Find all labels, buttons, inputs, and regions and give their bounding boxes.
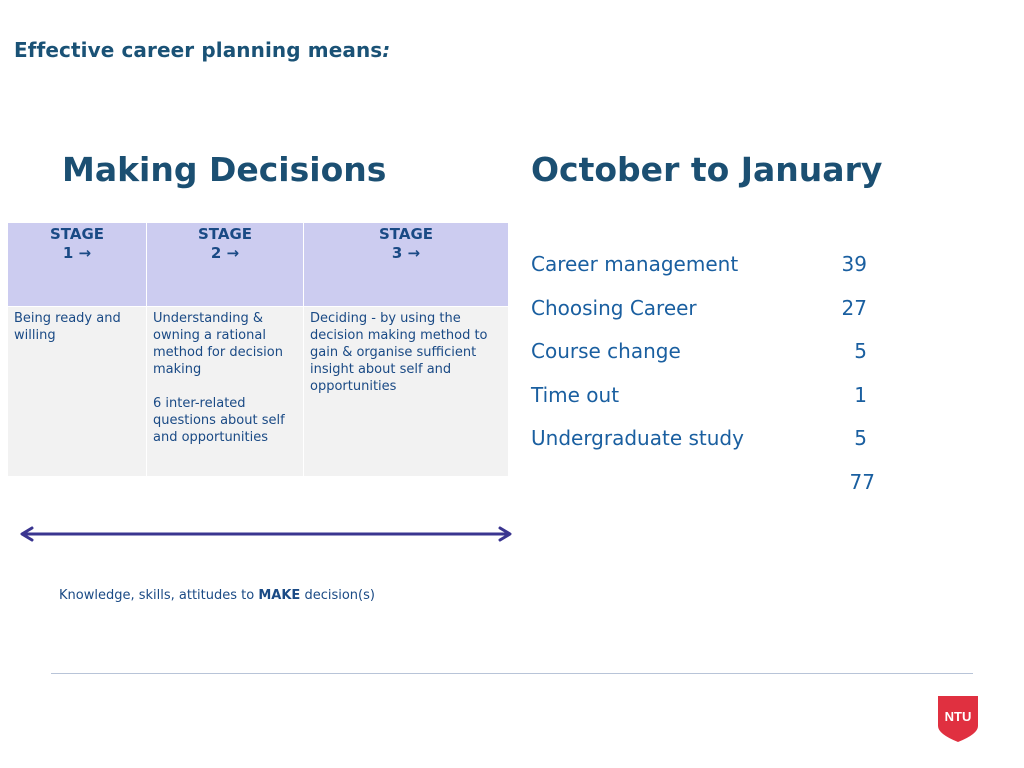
footer-divider: [51, 673, 973, 674]
stage-2-label: STAGE: [197, 225, 253, 243]
stat-label: Choosing Career: [531, 295, 697, 320]
stat-label: Course change: [531, 339, 681, 364]
stat-value: 5: [854, 426, 867, 451]
stage-1-header: [8, 223, 147, 307]
stat-value: 5: [854, 339, 867, 364]
stat-value: 1: [854, 382, 867, 407]
slide-title-text: Effective career planning means: [14, 38, 383, 62]
stages-body-row: [8, 307, 509, 477]
stages-header-row: [8, 223, 509, 307]
stat-row: [531, 381, 881, 425]
stat-row: [531, 424, 881, 468]
stat-total-value: 77: [849, 469, 875, 494]
stats-list: [531, 250, 881, 512]
stage-2-text: Understanding & owning a rational method for decision making: [153, 311, 283, 377]
caption-text-start: Knowledge, skills, attitudes to: [59, 588, 259, 603]
stages-table: [7, 222, 509, 477]
slide-title-colon: :: [382, 38, 391, 62]
stage-2-text-secondary: 6 inter-related questions about self and opportunities: [153, 396, 285, 445]
double-arrow-icon: [18, 524, 514, 544]
stage-1-text: Being ready and willing: [14, 311, 121, 343]
stage-2-header: [147, 223, 304, 307]
stat-value: 27: [841, 295, 867, 320]
stage-3-description: [304, 307, 509, 477]
stage-3-number: 3 →: [391, 244, 421, 262]
stage-3-text: Deciding - by using the decision making method to gain & organise sufficient insight about self and opportunities: [310, 311, 488, 394]
caption-make-bold: MAKE: [258, 588, 301, 603]
stat-total-row: [531, 468, 881, 512]
stage-1-number: 1 →: [62, 244, 92, 262]
stage-1-label: STAGE: [49, 225, 105, 243]
making-decisions-heading: Making Decisions: [62, 150, 387, 189]
stat-row: [531, 294, 881, 338]
stat-row: [531, 250, 881, 294]
stat-label: Career management: [531, 252, 739, 276]
knowledge-caption: [59, 588, 375, 603]
stage-2-description: [147, 307, 304, 477]
caption-text-end: decision(s): [300, 588, 375, 603]
stage-2-number: 2 →: [210, 244, 240, 262]
paragraph-gap: [153, 378, 297, 395]
stage-3-label: STAGE: [378, 225, 434, 243]
ntu-logo-text: NTU: [944, 709, 972, 724]
october-january-heading: October to January: [531, 150, 883, 189]
slide-title: [14, 38, 390, 62]
stat-value: 39: [841, 252, 867, 276]
ntu-logo-icon: [938, 696, 978, 742]
stat-row: [531, 337, 881, 381]
stat-label: Undergraduate study: [531, 426, 744, 451]
stage-1-description: [8, 307, 147, 477]
stat-label: Time out: [531, 382, 620, 407]
stage-3-header: [304, 223, 509, 307]
